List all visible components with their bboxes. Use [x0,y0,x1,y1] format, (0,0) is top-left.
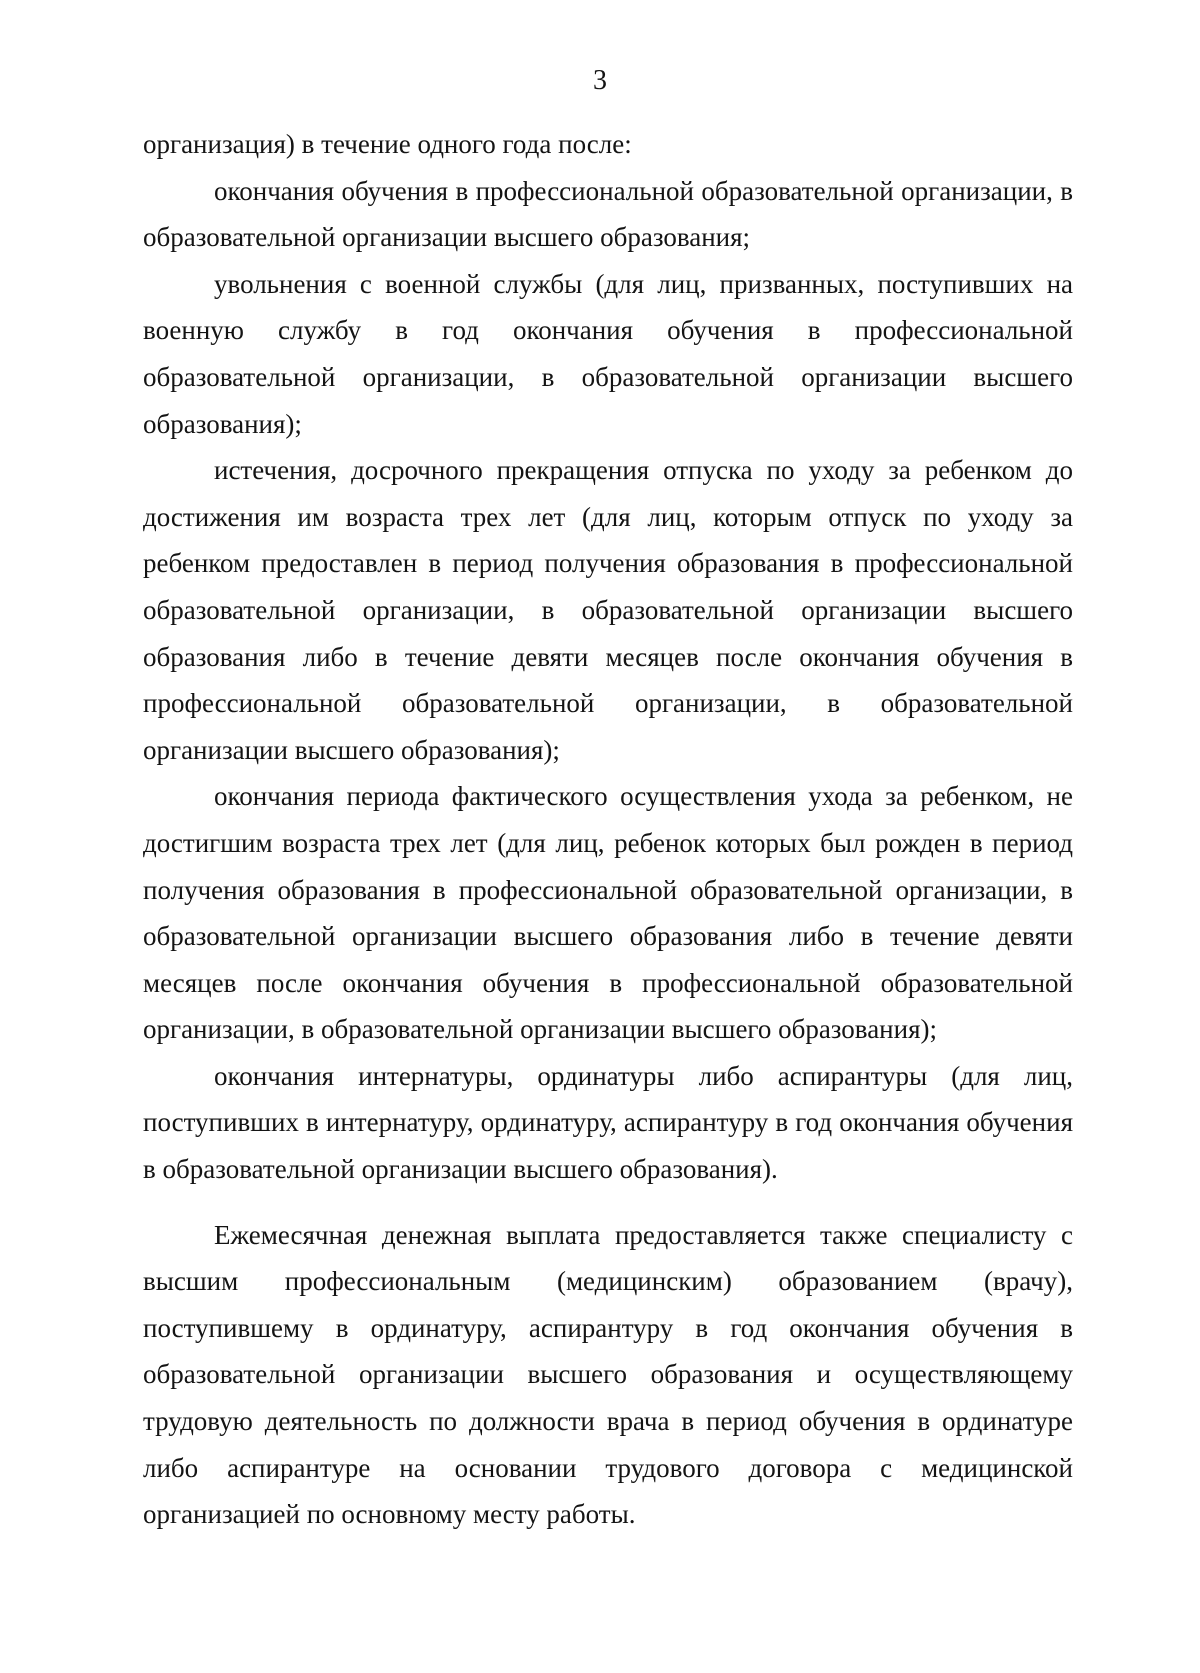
paragraph-parental-leave: истечения, досрочного прекращения отпуска по уходу за ребенком до достижения им возраста трех лет (для лиц, которым отпуск по уходу за ребенком предоставлен в период получения образования в профессиональной образовательной организации, в образовательной организации высшего образования либо в течение девяти месяцев после окончания обучения в профессиональной образовательной организации, в образовательной организации высшего образования); [143,455,1073,765]
paragraph-graduation: окончания обучения в профессиональной образовательной организации, в образовательной организации высшего образования; [143,175,1073,253]
paragraph-military-service: увольнения с военной службы (для лиц, призванных, поступивших на военную службу в год окончания обучения в профессиональной образовательной организации, в образовательной организации высшего образования); [143,268,1073,439]
page-number: 3 [593,65,607,96]
document-body [143,121,1073,1538]
paragraph-internship-residency: окончания интернатуры, ординатуры либо аспирантуры (для лиц, поступивших в интернатуру, ординатуру, аспирантуру в год окончания обучения в образовательной организации высшего образования). [143,1060,1073,1185]
paragraph-child-care: окончания периода фактического осуществления ухода за ребенком, не достигшим возраста трех лет (для лиц, ребенок которых был рожден в период получения образования в профессиональной образовательной организации, в образовательной организации высшего образования либо в течение девяти месяцев после окончания обучения в профессиональной образовательной организации, в образовательной организации высшего образования); [143,781,1073,1045]
paragraph-monthly-payment: Ежемесячная денежная выплата предоставляется также специалисту с высшим профессиональным (медицинским) образованием (врачу), поступившему в ординатуру, аспирантуру в год окончания обучения в образовательной организации высшего образования и осуществляющему трудовую деятельность по должности врача в период обучения в ординатуре либо аспирантуре на основании трудового договора с медицинской организацией по основному месту работы. [143,1219,1073,1530]
paragraph-continuation: организация) в течение одного года после: [143,129,632,159]
